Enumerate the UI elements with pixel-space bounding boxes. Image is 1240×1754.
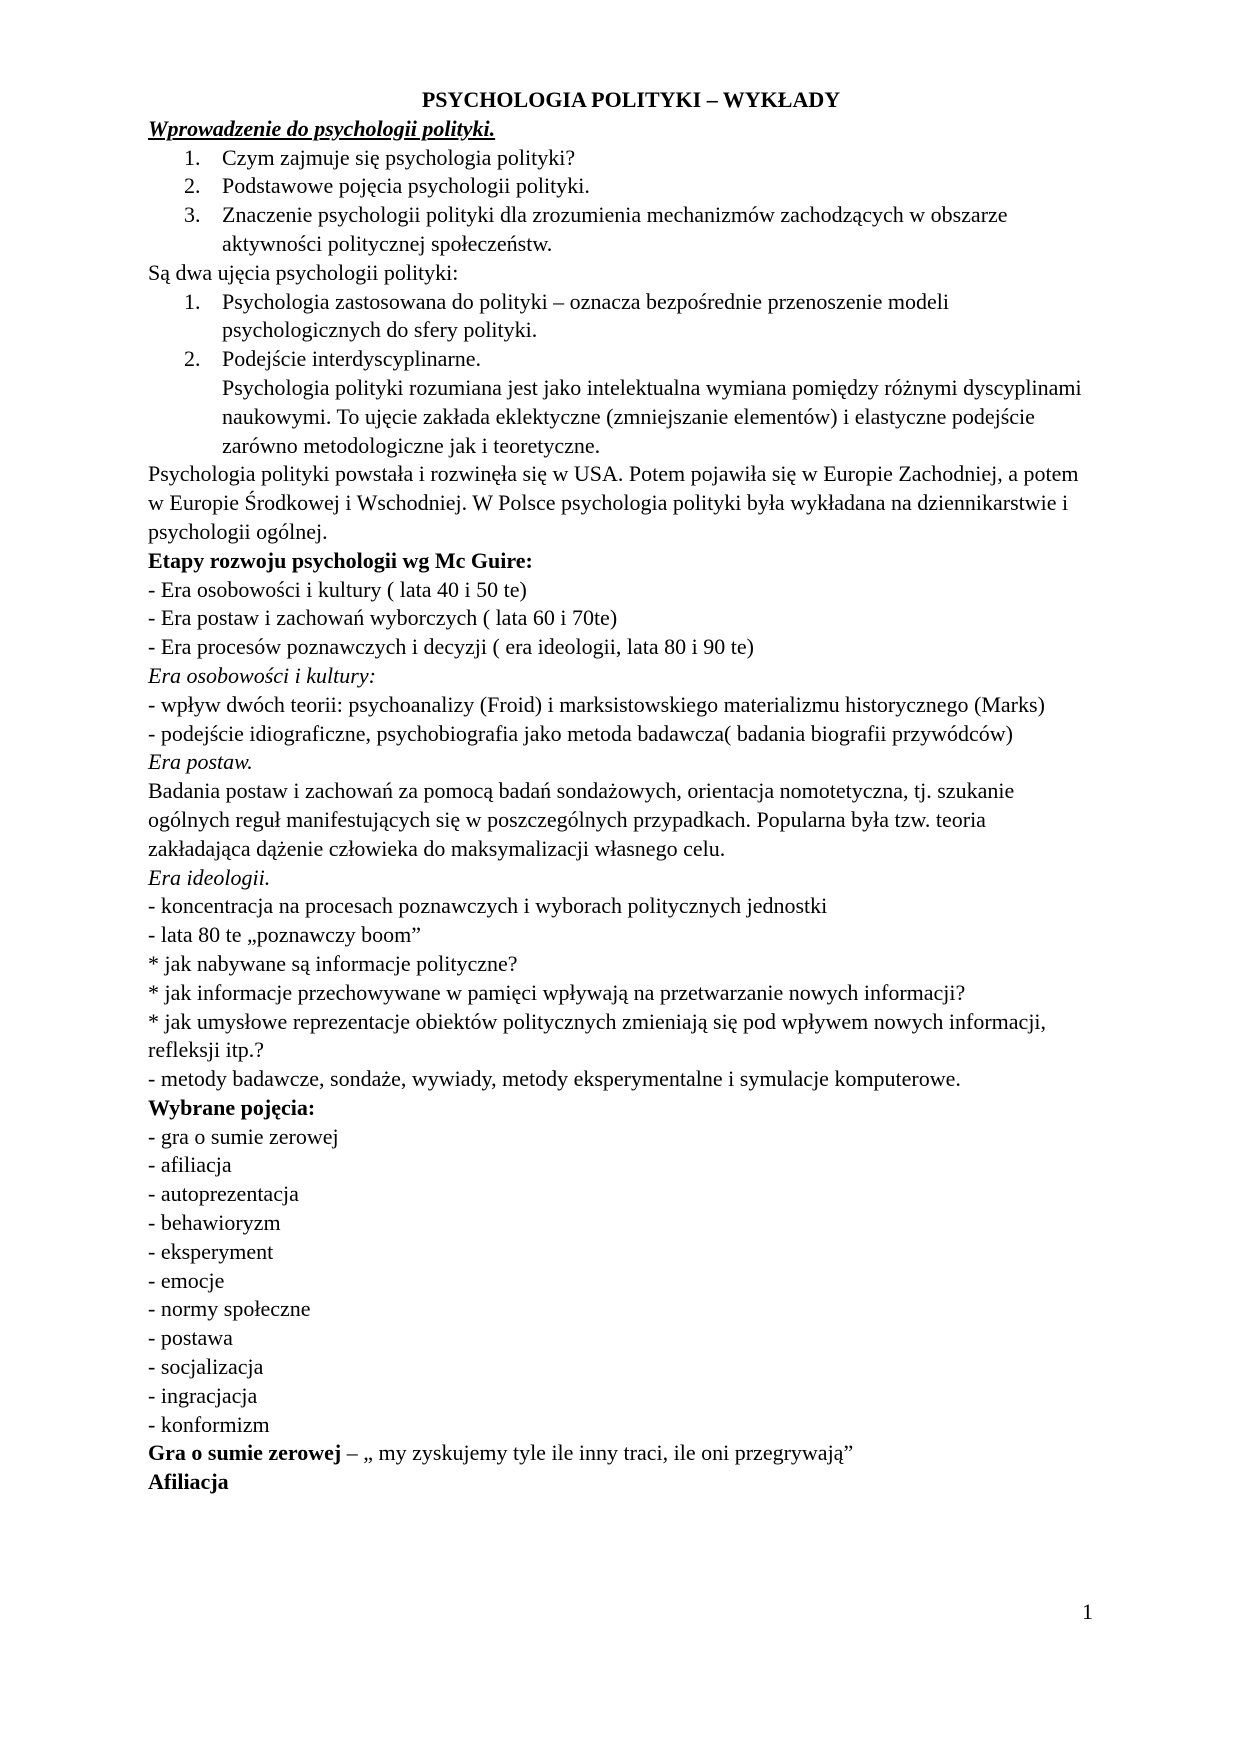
era1-item: - wpływ dwóch teorii: psychoanalizy (Froid) i marksistowskiego materializmu historycznego (Marks) xyxy=(148,691,1045,717)
era2-text: Badania postaw i zachowań za pomocą badań sondażowych, orientacja nomotetyczna, tj. szukanie ogólnych reguł manifestujących się w poszczególnych przypadkach. Popularna była tzw. teoria zakładająca dążenie człowieka do maksymalizacji własnego celu. xyxy=(148,778,1015,861)
zero-sum-text: – „ my zyskujemy tyle ile inny traci, ile oni przegrywają” xyxy=(341,1440,854,1466)
stage-item: - Era procesów poznawczych i decyzji ( era ideologii, lata 80 i 90 te) xyxy=(148,634,754,660)
concept-item: - konformizm xyxy=(148,1411,270,1437)
affiliation-heading: Afiliacja xyxy=(148,1469,229,1495)
approaches-intro: Są dwa ujęcia psychologii polityki: xyxy=(148,259,459,285)
era3-item: * jak informacje przechowywane w pamięci wpływają na przetwarzanie nowych informacji? xyxy=(148,979,966,1005)
history-paragraph: Psychologia polityki powstała i rozwinęła się w USA. Potem pojawiła się w Europie Zachodniej, a potem w Europie Środkowej i Wschodniej. W Polsce psychologia polityki była wykładana na dziennikarstwie i psychologii ogólnej. xyxy=(148,461,1079,544)
intro-item-number: 1. xyxy=(184,144,201,170)
intro-heading: Wprowadzenie do psychologii polityki. xyxy=(148,115,496,141)
stage-item: - Era osobowości i kultury ( lata 40 i 50 te) xyxy=(148,576,527,602)
concepts-heading: Wybrane pojęcia: xyxy=(148,1094,316,1120)
concept-item: - eksperyment xyxy=(148,1238,274,1264)
page-body xyxy=(148,86,1088,1497)
stage-item: - Era postaw i zachowań wyborczych ( lata 60 i 70te) xyxy=(148,605,618,631)
document-title: PSYCHOLOGIA POLITYKI – WYKŁADY xyxy=(421,87,841,112)
intro-item xyxy=(148,201,1088,259)
approach-item-number: 2. xyxy=(184,346,201,372)
concept-item: - autoprezentacja xyxy=(148,1181,299,1207)
approach-item-text: Psychologia zastosowana do polityki – oznacza bezpośrednie przenoszenie modeli psychologicznych do sfery polityki. xyxy=(222,288,949,343)
intro-item-number: 2. xyxy=(184,173,201,199)
concept-item: - emocje xyxy=(148,1267,225,1293)
stages-heading: Etapy rozwoju psychologii wg Mc Guire: xyxy=(148,547,533,573)
approach-item xyxy=(148,288,1088,346)
zero-sum-definition xyxy=(148,1439,1088,1468)
era2-heading: Era postaw. xyxy=(148,749,253,775)
concept-item: - socjalizacja xyxy=(148,1354,264,1380)
intro-item xyxy=(148,172,1088,201)
zero-sum-term: Gra o sumie zerowej xyxy=(148,1440,342,1466)
approach-item xyxy=(148,345,1088,374)
era3-item: - koncentracja na procesach poznawczych i wyborach politycznych jednostki xyxy=(148,893,828,919)
approach-2-description: Psychologia polityki rozumiana jest jako intelektualna wymiana pomiędzy różnymi dyscyplinami naukowymi. To ujęcie zakłada eklektyczne (zmniejszanie elementów) i elastyczne podejście zarówno metodologiczne jak i teoretyczne. xyxy=(222,374,1082,458)
concept-item: - afiliacja xyxy=(148,1152,232,1178)
approaches-list xyxy=(148,288,1088,374)
intro-item xyxy=(148,144,1088,173)
concept-item: - gra o sumie zerowej xyxy=(148,1123,339,1149)
era3-item: * jak umysłowe reprezentacje obiektów politycznych zmieniają się pod wpływem nowych informacji, refleksji itp.? xyxy=(148,1008,1047,1063)
intro-item-number: 3. xyxy=(184,202,201,228)
intro-item-text: Znaczenie psychologii polityki dla zrozumienia mechanizmów zachodzących w obszarze aktywności politycznej społeczeństw. xyxy=(222,202,1008,256)
concept-item: - normy społeczne xyxy=(148,1296,311,1322)
approach-item-text: Podejście interdyscyplinarne. xyxy=(222,346,482,372)
intro-list xyxy=(148,144,1088,259)
intro-item-text: Podstawowe pojęcia psychologii polityki. xyxy=(222,173,590,199)
era1-heading: Era osobowości i kultury: xyxy=(148,662,376,688)
concept-item: - ingracjacja xyxy=(148,1382,258,1408)
approach-item-number: 1. xyxy=(184,288,201,314)
era1-item: - podejście idiograficzne, psychobiografia jako metoda badawcza( badania biografii przywódców) xyxy=(148,720,1013,746)
concept-item: - behawioryzm xyxy=(148,1210,281,1236)
era3-item: - metody badawcze, sondaże, wywiady, metody eksperymentalne i symulacje komputerowe. xyxy=(148,1066,961,1092)
era3-item: * jak nabywane są informacje polityczne? xyxy=(148,950,518,976)
page-number: 1 xyxy=(1082,1599,1093,1624)
era3-heading: Era ideologii. xyxy=(148,864,271,890)
intro-item-text: Czym zajmuje się psychologia polityki? xyxy=(222,144,576,170)
era3-item: - lata 80 te „poznawczy boom” xyxy=(148,922,422,948)
concept-item: - postawa xyxy=(148,1325,233,1351)
